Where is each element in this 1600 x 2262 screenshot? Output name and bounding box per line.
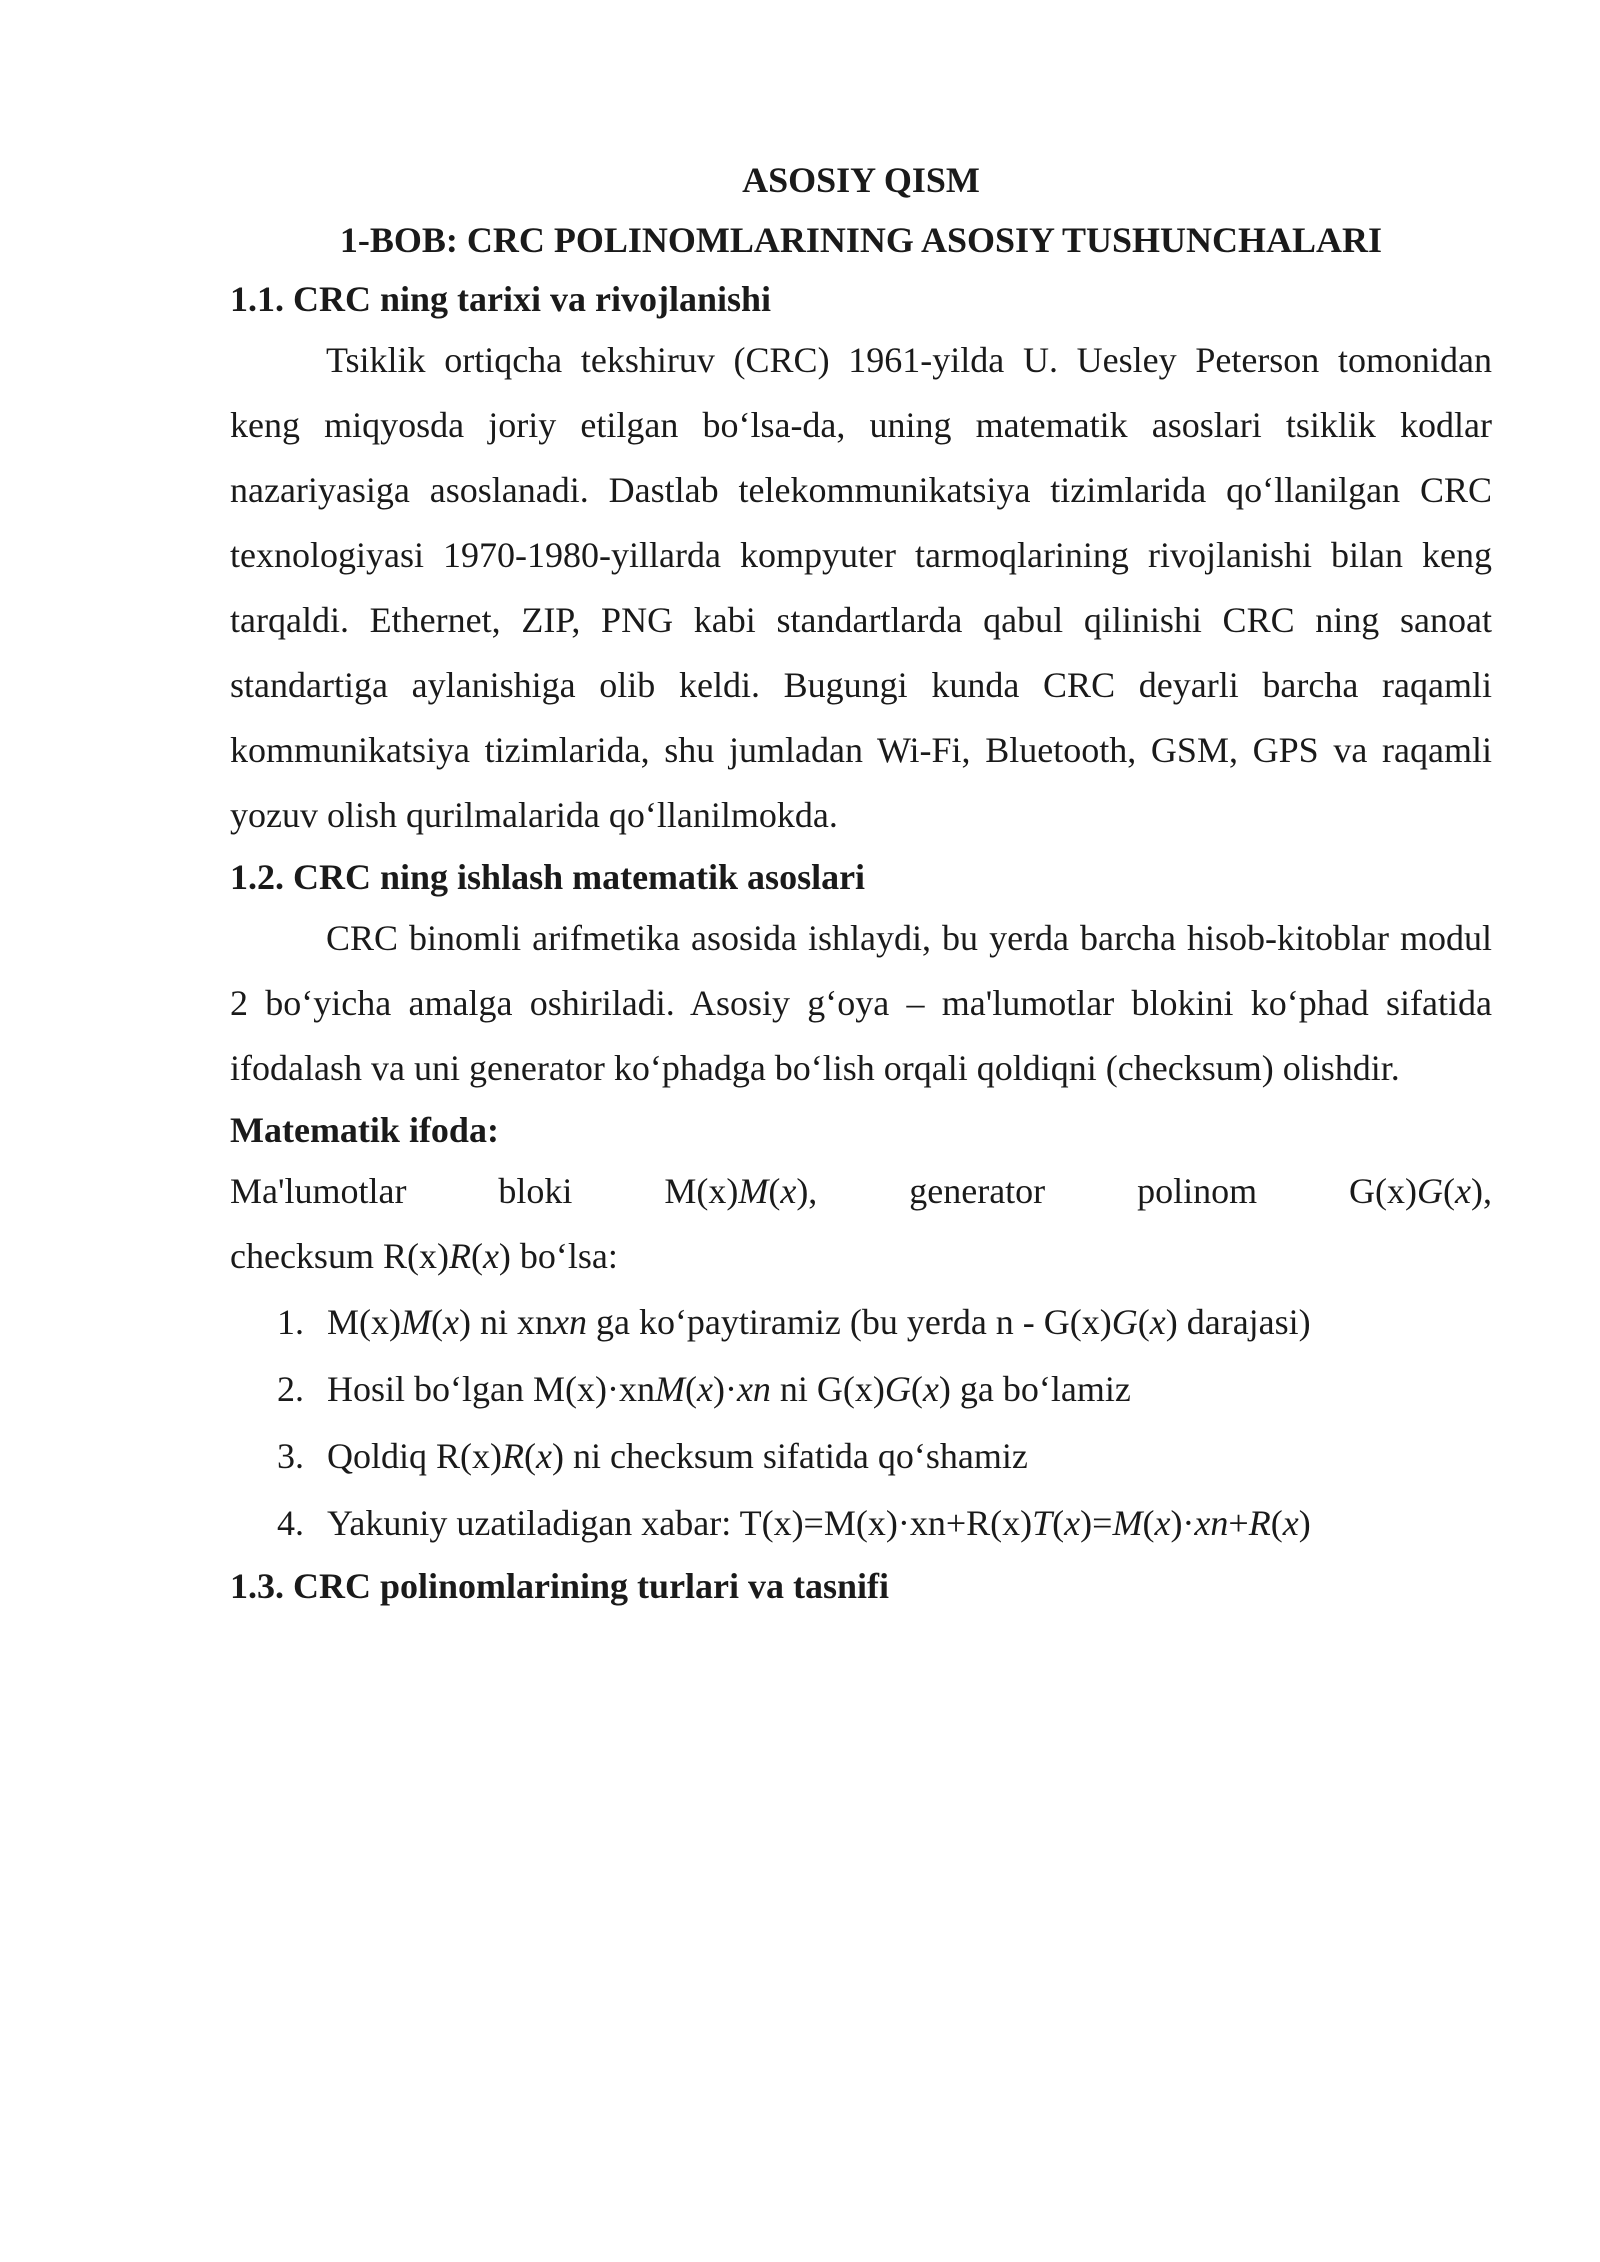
section-1-3-heading: 1.3. CRC polinomlarining turlari va tasnifi [230,1566,890,1606]
list-item: 2. Hosil bo‘lgan M(x)·xnM(x)·xn ni G(x)G(x) ga bo‘lamiz [230,1356,1492,1423]
section-1-1-heading: 1.1. CRC ning tarixi va rivojlanishi [230,279,772,319]
chapter-title: 1-BOB: CRC POLINOMLARINING ASOSIY TUSHUNCHALARI [339,220,1383,260]
intro-bloki: bloki M(x)M(x), [498,1171,818,1211]
document-page [230,150,1492,1615]
list-item-number: 4. [277,1503,304,1543]
part-title: ASOSIY QISM [742,160,980,200]
list-item-number: 3. [277,1436,304,1476]
list-item: 3. Qoldiq R(x)R(x) ni checksum sifatida qo‘shamiz [230,1423,1492,1490]
section-1-2-paragraph: CRC binomli arifmetika asosida ishlaydi, bu yerda barcha hisob-kitoblar modul 2 bo‘yicha amalga oshiriladi. Asosiy g‘oya – ma'lumotlar blokini ko‘phad sifatida ifodalash va uni generator ko‘phadga bo‘lish orqali qoldiqni (checksum) olishdir. [230,918,1492,1088]
section-1-2-heading: 1.2. CRC ning ishlash matematik asoslari [230,857,866,897]
formula-subheading: Matematik ifoda: [230,1110,499,1150]
formula-steps-list [230,1289,1492,1557]
list-item: 1. M(x)M(x) ni xnxn ga ko‘paytiramiz (bu yerda n - G(x)G(x) darajasi) [230,1289,1492,1356]
intro-polinom: polinom G(x)G(x), [1137,1171,1493,1211]
list-item: 4. Yakuniy uzatiladigan xabar: T(x)=M(x)·xn+R(x)T(x)=M(x)·xn+R(x) [230,1490,1492,1557]
section-1-1-paragraph: Tsiklik ortiqcha tekshiruv (CRC) 1961-yilda U. Uesley Peterson tomonidan keng miqyosda joriy etilgan bo‘lsa-da, uning matematik asoslari tsiklik kodlar nazariyasiga asoslanadi. Dastlab telekommunikatsiya tizimlarida qo‘llanilgan CRC texnologiyasi 1970-1980-yillarda kompyuter tarmoqlarining rivojlanishi bilan keng tarqaldi. Ethernet, ZIP, PNG kabi standartlarda qabul qilinishi CRC ning sanoat standartiga aylanishiga olib keldi. Bugungi kunda CRC deyarli barcha raqamli kommunikatsiya tizimlarida, shu jumladan Wi-Fi, Bluetooth, GSM, GPS va raqamli yozuv olish qurilmalarida qo‘llanilmokda. [230,340,1492,835]
intro-word-generator: generator [909,1171,1046,1211]
list-item-number: 1. [277,1302,304,1342]
formula-intro-line-2: checksum R(x)R(x) bo‘lsa: [230,1236,618,1276]
formula-intro-line-1 [230,1159,1492,1224]
intro-word-malumotlar: Ma'lumotlar [230,1171,407,1211]
list-item-number: 2. [277,1369,304,1409]
